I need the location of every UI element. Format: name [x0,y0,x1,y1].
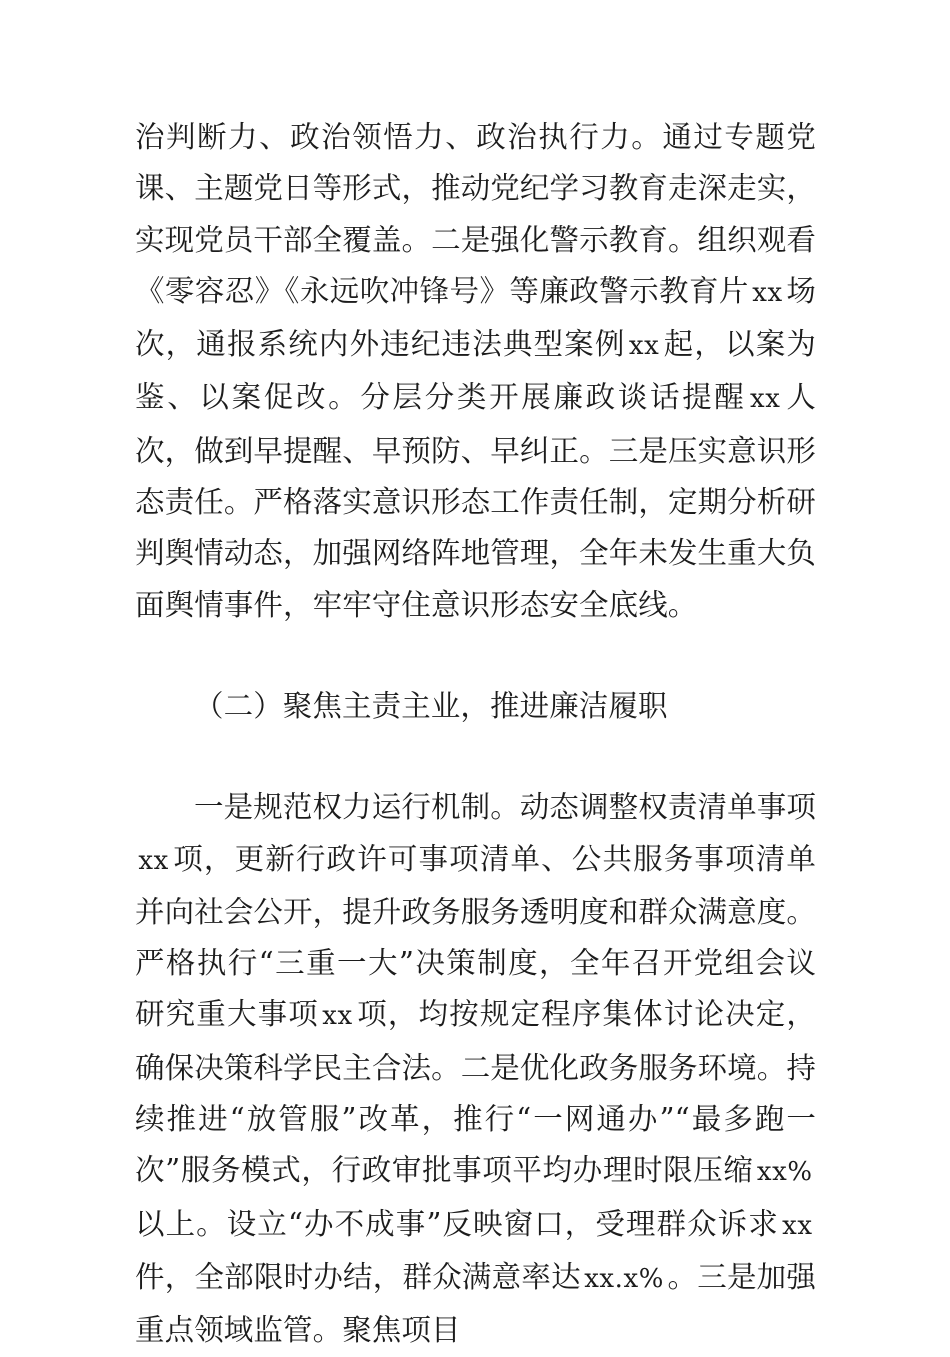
body-paragraph-continued: 治判断力、政治领悟力、政治执行力。通过专题党课、主题党日等形式，推动党纪学习教育走深走实，实现党员干部全覆盖。二是强化警示教育。组织观看《零容忍》《永远吹冲锋号》等廉政警示教育片 xx 场次，通报系统内外违纪违法典型案例 xx 起，以案为鉴、以案促改。分层分类开展廉政谈话提醒 xx 人次，做到早提醒、早预防、早纠正。三是压实意识形态责任。严格落实意识形态工作责任制，定期分析研判舆情动态，加强网络阵地管理，全年未发生重大负面舆情事件，牢牢守住意识形态安全底线。 [135,120,816,622]
inline-placeholder-value: xx [752,277,783,308]
inline-placeholder-value: xx% [756,1157,813,1188]
block-spacer [135,631,816,681]
inline-placeholder-value: xx [782,1210,813,1241]
inline-placeholder-value: xx [628,331,660,362]
inline-placeholder-value: xx [138,845,169,876]
body-paragraph-section-two: 一是规范权力运行机制。动态调整权责清单事项xx 项，更新行政许可事项清单、公共服务事项清单并向社会公开，提升政务服务透明度和群众满意度。严格执行“三重一大”决策制度，全年召开党组会议研究重大事项 xx 项，均按规定程序集体讨论决定，确保决策科学民主合法。二是优化政务服务环境。持续推进“放管服”改革，推行“一网通办”“最多跑一次”服务模式，行政审批事项平均办理时限压缩 xx%以上。设立“办不成事”反映窗口，受理群众诉求 xx件，全部限时办结，群众满意率达 xx.x% 。三是加强重点领域监管。聚焦项目 [135,790,816,1348]
block-spacer [135,732,816,782]
inline-placeholder-value: xx.x% [584,1263,665,1294]
section-heading-two: （二）聚焦主责主业，推进廉洁履职 [194,688,668,723]
text-column [135,112,816,1357]
inline-placeholder-value: xx [322,1001,353,1032]
inline-placeholder-value: xx [749,384,781,415]
